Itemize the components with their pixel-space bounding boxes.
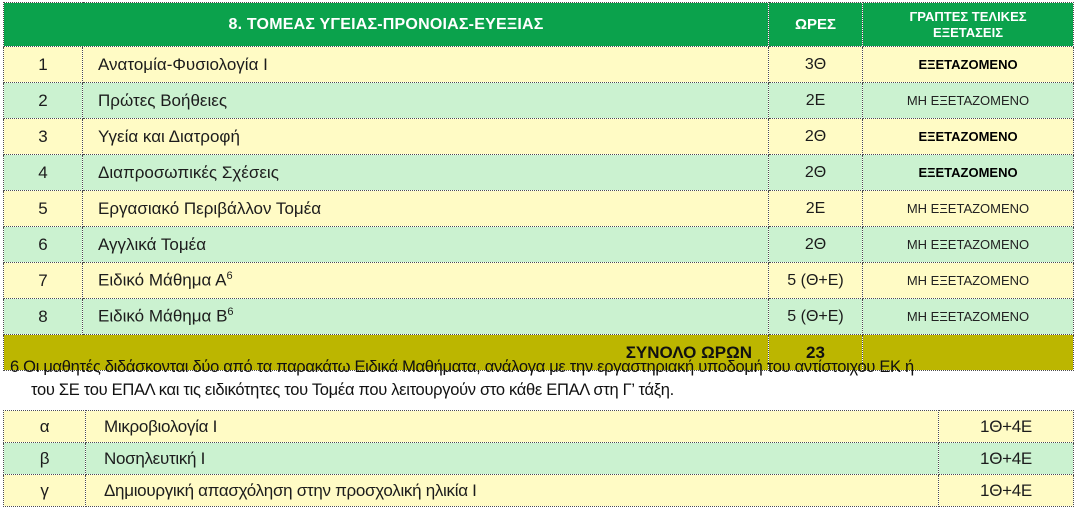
row-number-cell: 6 — [4, 227, 83, 263]
hours-cell: 3Θ — [769, 47, 863, 83]
subject-cell — [83, 299, 769, 335]
table-row — [4, 155, 1074, 191]
hours-cell: 1Θ+4Ε — [939, 475, 1074, 507]
footnote-line2: του ΣΕ του ΕΠΑΛ και τις ειδικότητες του Τομέα που λειτουργούν στο κάθε ΕΠΑΛ στη Γ’ τάξη. — [31, 381, 674, 399]
subject-label: Ειδικό Μάθημα Α — [98, 270, 227, 290]
subject-cell: Υγεία και Διατροφή — [83, 119, 769, 155]
exams-header-line2: ΕΞΕΤΑΣΕΙΣ — [933, 24, 1003, 40]
sector-title: 8. ΤΟΜΕΑΣ ΥΓΕΙΑΣ-ΠΡΟΝΟΙΑΣ-ΕΥΕΞΙΑΣ — [4, 3, 769, 47]
table-row — [4, 47, 1074, 83]
exams-header-line1: ΓΡΑΠΤΕΣ ΤΕΛΙΚΕΣ — [909, 8, 1027, 24]
row-number-cell: 2 — [4, 83, 83, 119]
table-header-row — [4, 3, 1074, 47]
footnote-line1: 6 Οι μαθητές διδάσκονται δύο από τα παρακάτω Ειδικά Μαθήματα, ανάλογα με την εργαστηριακή υποδομή του αντίστοιχου ΕΚ ή — [10, 358, 914, 376]
subject-cell: Αγγλικά Τομέα — [83, 227, 769, 263]
subject-cell: Δημιουργική απασχόληση στην προσχολική ηλικία Ι — [86, 475, 939, 507]
exam-status-cell: ΜΗ ΕΞΕΤΑΖΟΜΕΝΟ — [863, 191, 1074, 227]
special-subjects-table — [3, 410, 1074, 507]
hours-cell: 5 (Θ+Ε) — [769, 263, 863, 299]
subject-superscript: 6 — [226, 270, 233, 283]
exams-column-header — [863, 3, 1074, 47]
subject-cell: Εργασιακό Περιβάλλον Τομέα — [83, 191, 769, 227]
table-row — [4, 443, 1074, 475]
table-row — [4, 191, 1074, 227]
hours-cell: 5 (Θ+Ε) — [769, 299, 863, 335]
sector-curriculum-table — [3, 2, 1074, 371]
subject-superscript: 6 — [227, 306, 234, 319]
table-row — [4, 83, 1074, 119]
total-hours-label: ΣΥΝΟΛΟ ΩΡΩΝ — [4, 335, 769, 371]
exam-status-cell: ΜΗ ΕΞΕΤΑΖΟΜΕΝΟ — [863, 299, 1074, 335]
hours-cell: 1Θ+4Ε — [939, 411, 1074, 443]
row-number-cell: 8 — [4, 299, 83, 335]
row-number-cell: 5 — [4, 191, 83, 227]
subject-label: Ειδικό Μάθημα Β — [98, 306, 228, 326]
total-hours-value: 23 — [769, 335, 863, 371]
row-number-cell: 4 — [4, 155, 83, 191]
exam-status-cell: ΜΗ ΕΞΕΤΑΖΟΜΕΝΟ — [863, 227, 1074, 263]
table-row — [4, 119, 1074, 155]
subject-cell: Πρώτες Βοήθειες — [83, 83, 769, 119]
row-number-cell: 3 — [4, 119, 83, 155]
hours-cell: 2Ε — [769, 191, 863, 227]
row-letter-cell: γ — [4, 475, 86, 507]
table-row — [4, 227, 1074, 263]
subject-cell: Μικροβιολογία Ι — [86, 411, 939, 443]
exam-status-cell: ΜΗ ΕΞΕΤΑΖΟΜΕΝΟ — [863, 83, 1074, 119]
row-letter-cell: β — [4, 443, 86, 475]
row-letter-cell: α — [4, 411, 86, 443]
exam-status-cell: ΜΗ ΕΞΕΤΑΖΟΜΕΝΟ — [863, 263, 1074, 299]
table-row — [4, 411, 1074, 443]
footnote — [10, 356, 1075, 402]
subject-cell: Ανατομία-Φυσιολογία Ι — [83, 47, 769, 83]
subject-cell: Νοσηλευτική Ι — [86, 443, 939, 475]
hours-cell: 1Θ+4Ε — [939, 443, 1074, 475]
table-row — [4, 299, 1074, 335]
row-number-cell: 1 — [4, 47, 83, 83]
exam-status-cell: ΕΞΕΤΑΖΟΜΕΝΟ — [863, 47, 1074, 83]
subject-cell — [83, 263, 769, 299]
hours-cell: 2Θ — [769, 155, 863, 191]
hours-cell: 2Θ — [769, 119, 863, 155]
table-row — [4, 263, 1074, 299]
exam-status-cell: ΕΞΕΤΑΖΟΜΕΝΟ — [863, 119, 1074, 155]
hours-cell: 2Ε — [769, 83, 863, 119]
row-number-cell: 7 — [4, 263, 83, 299]
hours-cell: 2Θ — [769, 227, 863, 263]
subject-cell: Διαπροσωπικές Σχέσεις — [83, 155, 769, 191]
table-row — [4, 475, 1074, 507]
hours-column-header: ΩΡΕΣ — [769, 3, 863, 47]
exam-status-cell: ΕΞΕΤΑΖΟΜΕΝΟ — [863, 155, 1074, 191]
